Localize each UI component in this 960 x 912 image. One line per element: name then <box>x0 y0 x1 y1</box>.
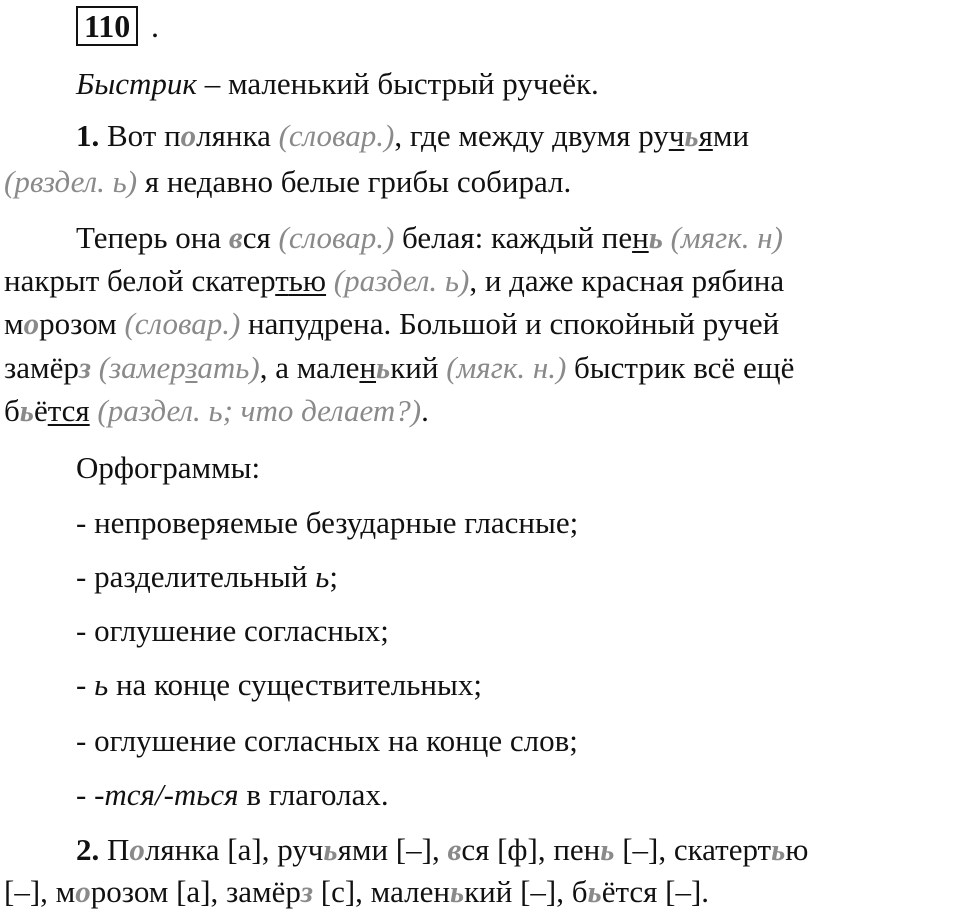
text-run: - <box>76 667 95 702</box>
text-run: - непроверяемые безударные гласные; <box>76 505 579 540</box>
hint-note: (словар.) <box>278 220 395 255</box>
text-run: б <box>4 393 20 428</box>
text-run: , где между двумя ру <box>394 118 669 153</box>
underlined-letter: ью <box>288 263 327 298</box>
task1-line6 <box>4 352 794 383</box>
text-run: кий <box>390 350 447 385</box>
underlined-letter: н <box>632 220 649 255</box>
text-run: розом [а], замёр <box>90 874 301 909</box>
text-run: ми <box>712 118 750 153</box>
hint-underlined-letter: з <box>185 350 198 385</box>
orthogram-letter: в <box>447 832 462 867</box>
orthogram-item <box>76 507 578 538</box>
text-run: Вот п <box>99 118 181 153</box>
definition-text: – маленький быстрый ручеёк. <box>196 66 599 101</box>
orthogram-letter: з <box>300 874 314 909</box>
task1-line5 <box>4 308 779 339</box>
task2-line1 <box>76 834 808 865</box>
orthogram-letter: о <box>23 306 40 341</box>
orthogram-letter: ь <box>771 832 786 867</box>
text-run: [с], мален <box>313 874 450 909</box>
orthogram-letter: ь <box>648 220 663 255</box>
task1-line3 <box>76 222 783 253</box>
task1-line7 <box>4 395 429 426</box>
text-run: кий [–], б <box>464 874 588 909</box>
task1-line4 <box>4 265 784 296</box>
orthogram-letter: ь <box>587 874 602 909</box>
text-run: ями [–], <box>337 832 448 867</box>
underlined-letter: я <box>698 118 713 153</box>
italic-suffix: -тся/-ться <box>94 777 239 812</box>
text-run: накрыт белой скатер <box>4 263 276 298</box>
orthogram-item <box>76 561 338 592</box>
exercise-number-box: 110 <box>76 6 138 46</box>
task2-label: 2. <box>76 832 100 867</box>
orthogram-letter: о <box>129 832 145 867</box>
text-run: белая: каждый пе <box>394 220 633 255</box>
task1-line1 <box>76 120 749 151</box>
orthogram-letter: в <box>228 220 243 255</box>
orthograms-title: Орфограммы: <box>76 450 261 485</box>
hint-note: (раздел. ь) <box>326 263 470 298</box>
text-run: быстрик всё ещё <box>566 350 795 385</box>
text-run: ётся [–]. <box>601 874 710 909</box>
hint-note: (рвздел. ь) <box>4 164 138 199</box>
text-run: я недавно белые грибы собирал. <box>137 164 572 199</box>
orthogram-item <box>76 615 389 646</box>
orthogram-item <box>76 725 578 756</box>
text-run: . <box>421 393 429 428</box>
text-run: - оглушение согласных на конце слов; <box>76 723 578 758</box>
definition-line <box>76 68 599 99</box>
hint-note: (мягк. н.) <box>446 350 567 385</box>
orthogram-letter: ь <box>684 118 699 153</box>
text-run: в глаголах. <box>238 777 389 812</box>
text-run: м <box>4 306 24 341</box>
hint-note: (словар.) <box>124 306 241 341</box>
hint-note: (словар.) <box>278 118 395 153</box>
underlined-letter: т <box>275 263 289 298</box>
orthogram-letter: ь <box>449 874 465 909</box>
orthogram-letter: о <box>75 874 91 909</box>
text-run: , и даже красная рябина <box>469 263 785 298</box>
text-run: розом <box>39 306 125 341</box>
italic-letter: ь <box>315 559 330 594</box>
orthogram-letter: ь <box>376 350 391 385</box>
italic-letter: ь <box>94 667 109 702</box>
hint-note: ать) <box>197 350 260 385</box>
hint-note: (замер <box>91 350 186 385</box>
orthogram-item <box>76 779 389 810</box>
text-run: ё <box>33 393 48 428</box>
text-run: П <box>99 832 130 867</box>
text-run: ю <box>785 832 809 867</box>
underlined-letter: ч <box>668 118 685 153</box>
text-run: [–], скатерт <box>614 832 772 867</box>
underlined-suffix: тся <box>47 393 90 428</box>
text-run: ся <box>242 220 279 255</box>
text-run: лянка [а], руч <box>144 832 324 867</box>
text-run: на конце существительных; <box>108 667 482 702</box>
orthogram-letter: з <box>78 350 91 385</box>
text-run: [–], м <box>4 874 76 909</box>
task1-line2 <box>4 166 571 197</box>
text-run: - <box>76 777 95 812</box>
text-run: напудрена. Большой и спокойный ручей <box>240 306 780 341</box>
orthogram-letter: ь <box>600 832 615 867</box>
orthogram-letter: ь <box>323 832 338 867</box>
orthogram-letter: ь <box>19 393 34 428</box>
underlined-letter: н <box>359 350 377 385</box>
text-run: замёр <box>4 350 79 385</box>
exercise-number-dot: . <box>151 8 159 44</box>
orthogram-letter: о <box>180 118 197 153</box>
text-run: Теперь она <box>76 220 229 255</box>
text-run: , а мале <box>259 350 360 385</box>
task1-label: 1. <box>76 118 100 153</box>
task2-line2 <box>4 876 709 907</box>
text-run: ся [ф], пен <box>461 832 601 867</box>
hint-note: (раздел. ь; что делает?) <box>89 393 422 428</box>
text-run: ; <box>329 559 339 594</box>
text-run: лянка <box>196 118 279 153</box>
hint-note: (мягк. н) <box>662 220 783 255</box>
text-run: - разделительный <box>76 559 316 594</box>
definition-term: Быстрик <box>76 66 197 101</box>
text-run: - оглушение согласных; <box>76 613 389 648</box>
orthogram-item <box>76 669 482 700</box>
